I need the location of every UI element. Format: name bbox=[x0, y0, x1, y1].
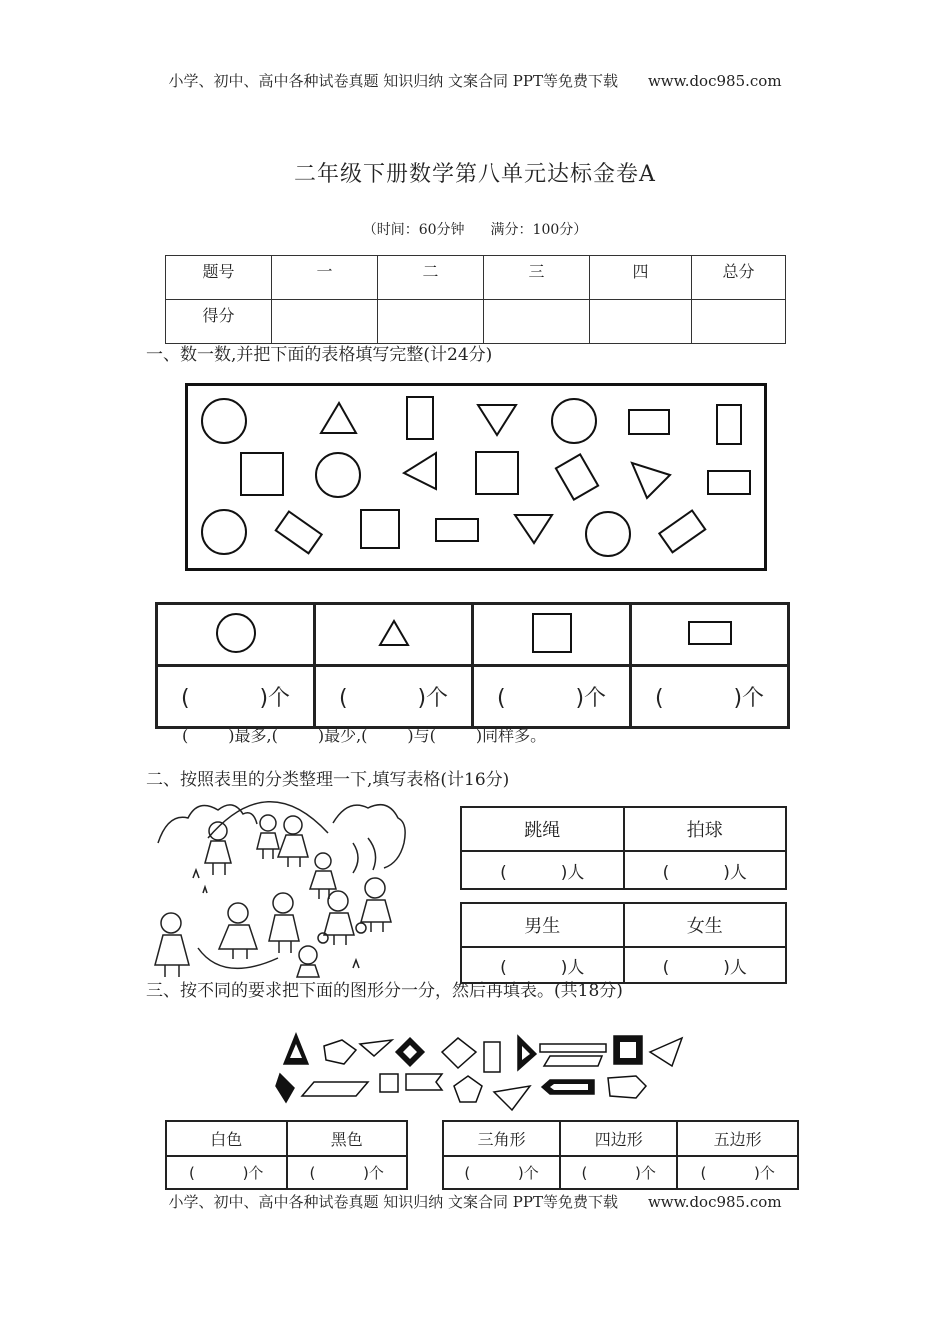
footer-text: 小学、初中、高中各种试卷真题 知识归纳 文案合同 PPT等免费下载 bbox=[168, 1193, 618, 1211]
page-footer bbox=[0, 1191, 950, 1212]
quadrilateral-shape-black bbox=[276, 1074, 294, 1102]
triangle-shape bbox=[478, 405, 516, 435]
circle-shape bbox=[202, 399, 246, 443]
score-input-cell[interactable] bbox=[484, 300, 590, 344]
activity-header: 拍球 bbox=[624, 807, 787, 851]
score-table-header-row bbox=[166, 256, 786, 300]
q3-color-header-row bbox=[166, 1121, 407, 1156]
triangle-shape bbox=[515, 515, 552, 543]
triangle-shape bbox=[360, 1040, 392, 1056]
pentagon-shape bbox=[454, 1076, 482, 1102]
score-header-cell: 三 bbox=[484, 256, 590, 300]
rectangle-icon bbox=[686, 618, 734, 648]
score-input-cell[interactable] bbox=[272, 300, 378, 344]
q3-shape-table bbox=[442, 1120, 799, 1190]
shape-type-header: 三角形 bbox=[443, 1121, 560, 1156]
child-figure bbox=[297, 946, 319, 977]
circle-shape bbox=[202, 510, 246, 554]
q3-color-table bbox=[165, 1120, 408, 1190]
jump-rope-count-blank[interactable]: ( )人 bbox=[461, 851, 624, 889]
score-table bbox=[165, 255, 786, 344]
child-figure bbox=[219, 903, 257, 959]
triangle-shape bbox=[494, 1086, 530, 1110]
rectangle-shape bbox=[659, 511, 705, 553]
quadrilateral-shape bbox=[544, 1056, 602, 1066]
page-header bbox=[0, 70, 950, 91]
triangle-count-blank[interactable]: ( )个 bbox=[443, 1156, 560, 1189]
header-site[interactable]: www.doc985.com bbox=[647, 72, 782, 90]
score-table-score-row bbox=[166, 300, 786, 344]
statement-part: ( bbox=[182, 726, 189, 745]
score-row-label: 得分 bbox=[166, 300, 272, 344]
score-input-cell[interactable] bbox=[378, 300, 484, 344]
rectangle-shape bbox=[708, 471, 750, 494]
q3-shapes-area bbox=[272, 1030, 692, 1115]
square-shape bbox=[380, 1074, 398, 1092]
child-figure bbox=[257, 815, 279, 859]
q2-gender-header-row bbox=[461, 903, 786, 947]
triangle-icon-cell bbox=[315, 604, 473, 666]
activity-header: 跳绳 bbox=[461, 807, 624, 851]
circle-count-blank[interactable]: ( )个 bbox=[157, 666, 315, 728]
score-header-cell: 二 bbox=[378, 256, 484, 300]
black-count-blank[interactable]: ( )个 bbox=[287, 1156, 408, 1189]
square-shape bbox=[476, 452, 518, 494]
score-header-cell: 四 bbox=[590, 256, 692, 300]
header-text: 小学、初中、高中各种试卷真题 知识归纳 文案合同 PPT等免费下载 bbox=[168, 72, 618, 90]
statement-part: )最多,( bbox=[228, 726, 278, 745]
quadrilateral-shape bbox=[442, 1038, 476, 1068]
girls-count-blank[interactable]: ( )人 bbox=[624, 947, 787, 983]
statement-part: )最少,( bbox=[317, 726, 368, 745]
shape-type-header: 五边形 bbox=[677, 1121, 798, 1156]
circle-shape bbox=[552, 399, 596, 443]
rectangle-shape bbox=[407, 397, 433, 439]
q1-count-table bbox=[155, 602, 790, 729]
child-figure bbox=[361, 878, 391, 932]
color-header: 白色 bbox=[166, 1121, 287, 1156]
exam-time: （时间：60分钟 bbox=[362, 222, 465, 238]
score-header-cell: 一 bbox=[272, 256, 378, 300]
q3-color-count-row bbox=[166, 1156, 407, 1189]
score-header-cell: 题号 bbox=[166, 256, 272, 300]
score-header-cell: 总分 bbox=[692, 256, 786, 300]
rectangle-shape bbox=[717, 405, 741, 444]
exam-info bbox=[0, 219, 950, 239]
pentagon-shape bbox=[406, 1074, 442, 1090]
rectangle-icon-cell bbox=[631, 604, 789, 666]
rectangle-shape bbox=[484, 1042, 500, 1072]
child-figure bbox=[155, 913, 189, 977]
q2-gender-table bbox=[460, 902, 787, 984]
square-shape bbox=[241, 453, 283, 495]
rectangle-shape bbox=[436, 519, 478, 541]
q1-icon-row bbox=[157, 604, 789, 666]
shape-type-header: 四边形 bbox=[560, 1121, 677, 1156]
rectangle-count-blank[interactable]: ( )个 bbox=[631, 666, 789, 728]
square-icon bbox=[529, 610, 575, 656]
circle-icon bbox=[213, 610, 259, 656]
q1-heading: 一、数一数,并把下面的表格填写完整(计24分) bbox=[146, 345, 493, 365]
q2-activity-header-row bbox=[461, 807, 786, 851]
triangle-shape bbox=[650, 1038, 682, 1066]
q2-heading: 二、按照表里的分类整理一下,填写表格(计16分) bbox=[146, 770, 510, 790]
triangle-shape bbox=[321, 403, 356, 433]
q2-activity-count-row bbox=[461, 851, 786, 889]
exam-full-score: 满分：100分） bbox=[490, 222, 588, 238]
circle-shape bbox=[586, 512, 630, 556]
statement-part: )同样多。 bbox=[475, 726, 547, 745]
q3-shape-count-row bbox=[443, 1156, 798, 1189]
gender-header: 女生 bbox=[624, 903, 787, 947]
footer-site[interactable]: www.doc985.com bbox=[647, 1193, 782, 1211]
circle-shape bbox=[316, 453, 360, 497]
q3-shape-header-row bbox=[443, 1121, 798, 1156]
triangle-icon bbox=[376, 617, 412, 649]
rectangle-shape bbox=[540, 1044, 606, 1052]
white-count-blank[interactable]: ( )个 bbox=[166, 1156, 287, 1189]
child-figure bbox=[205, 822, 231, 875]
q3-heading: 三、按不同的要求把下面的图形分一分，然后再填表。(共18分) bbox=[146, 981, 623, 1001]
q1-statement bbox=[182, 723, 546, 746]
color-header: 黑色 bbox=[287, 1121, 408, 1156]
square-shape bbox=[361, 510, 399, 548]
triangle-count-blank[interactable]: ( )个 bbox=[315, 666, 473, 728]
children-playing-illustration bbox=[153, 783, 415, 983]
q2-activity-table bbox=[460, 806, 787, 890]
square-icon-cell bbox=[473, 604, 631, 666]
square-count-blank[interactable]: ( )个 bbox=[473, 666, 631, 728]
rectangle-shape bbox=[276, 512, 322, 554]
page-title: 二年级下册数学第八单元达标金卷A bbox=[294, 162, 656, 187]
triangle-shape bbox=[632, 463, 670, 498]
pentagon-count-blank[interactable]: ( )个 bbox=[677, 1156, 798, 1189]
q1-count-row bbox=[157, 666, 789, 728]
rectangle-shape bbox=[556, 454, 598, 499]
rectangle-shape bbox=[629, 410, 669, 434]
score-input-cell[interactable] bbox=[692, 300, 786, 344]
boys-count-blank[interactable]: ( )人 bbox=[461, 947, 624, 983]
quadrilateral-shape bbox=[302, 1082, 368, 1096]
statement-part: )与( bbox=[407, 726, 436, 745]
score-input-cell[interactable] bbox=[590, 300, 692, 344]
quadrilateral-count-blank[interactable]: ( )个 bbox=[560, 1156, 677, 1189]
pentagon-shape bbox=[324, 1040, 356, 1064]
q1-shapes-box bbox=[185, 383, 767, 571]
pentagon-shape bbox=[608, 1076, 646, 1098]
ball-count-blank[interactable]: ( )人 bbox=[624, 851, 787, 889]
child-figure bbox=[278, 816, 308, 867]
circle-icon-cell bbox=[157, 604, 315, 666]
child-figure bbox=[269, 893, 299, 953]
gender-header: 男生 bbox=[461, 903, 624, 947]
triangle-shape bbox=[404, 453, 436, 489]
